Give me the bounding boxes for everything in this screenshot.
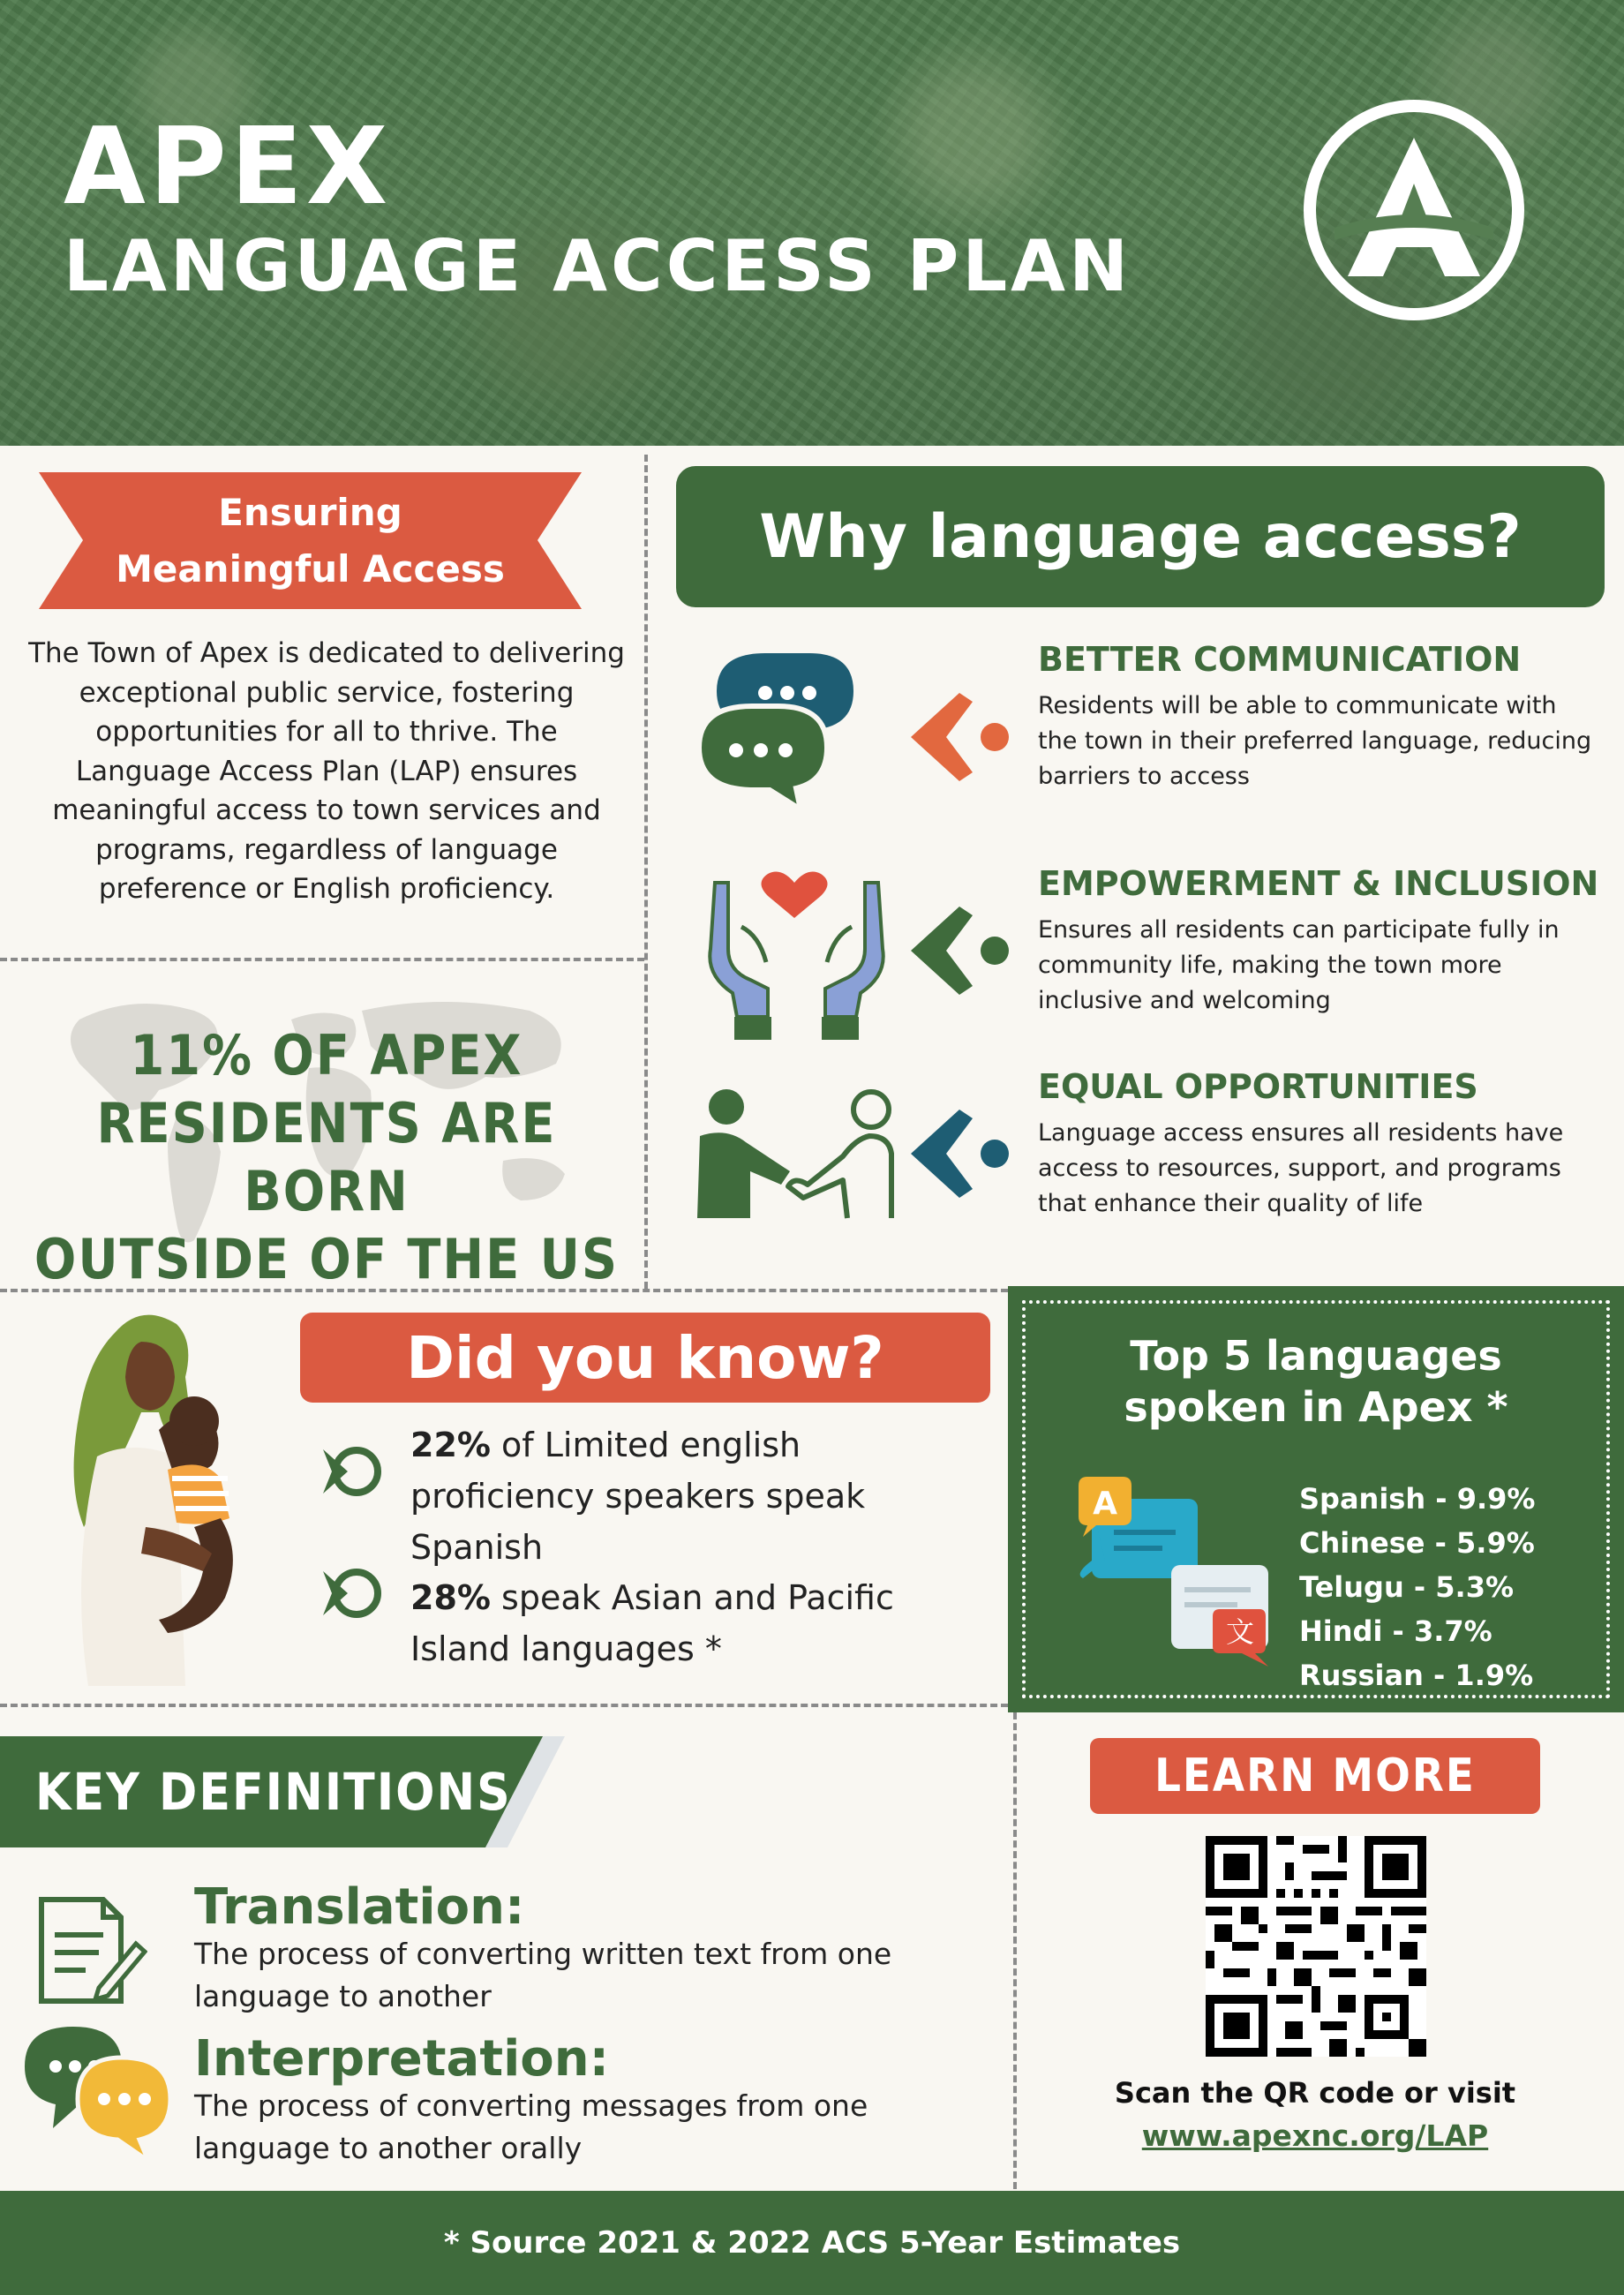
ensuring-line2: Meaningful Access bbox=[116, 546, 505, 591]
language-item: Spanish - 9.9% bbox=[1299, 1482, 1536, 1516]
why-text: Residents will be able to communicate with the town in their preferred language, reducing barriers to access bbox=[1038, 692, 1592, 790]
stat-block bbox=[26, 984, 627, 1291]
circle-arrow-icon bbox=[323, 1441, 385, 1502]
language-item: Russian - 1.9% bbox=[1299, 1659, 1534, 1692]
divider bbox=[0, 958, 644, 961]
arrow-left-icon bbox=[911, 907, 1012, 995]
intro-text: The Town of Apex is dedicated to delivering exceptional public service, fostering opportunities for all to thrive. The Language Access Plan (LAP) ensures meaningful access to town services and programs, regardless of language preference or English proficiency. bbox=[28, 637, 625, 905]
arrow-left-icon bbox=[911, 693, 1012, 781]
why-item bbox=[1038, 637, 1603, 794]
why-text: Ensures all residents can participate fully in community life, making the town more inclusive and welcoming bbox=[1038, 916, 1560, 1014]
chat-bubbles-icon bbox=[25, 2027, 175, 2163]
why-text: Language access ensures all residents have access to resources, support, and programs that enhance their quality of life bbox=[1038, 1119, 1564, 1217]
document-pen-icon bbox=[37, 1895, 147, 2005]
why-heading: EQUAL OPPORTUNITIES bbox=[1038, 1067, 1478, 1106]
stat-line2: RESIDENTS ARE BORN bbox=[96, 1091, 557, 1223]
definition-term: Translation: bbox=[194, 1878, 525, 1936]
apex-logo-icon bbox=[1299, 95, 1529, 325]
page-subtitle: LANGUAGE ACCESS PLAN bbox=[64, 225, 1132, 307]
letter-zh-glyph: 文 bbox=[1225, 1615, 1255, 1649]
why-heading: EMPOWERMENT & INCLUSION bbox=[1038, 864, 1599, 903]
why-item bbox=[1038, 862, 1603, 1019]
why-item bbox=[1038, 1065, 1603, 1222]
translate-icon bbox=[1079, 1477, 1282, 1671]
footer-source: * Source 2021 & 2022 ACS 5-Year Estimates bbox=[0, 2191, 1624, 2295]
why-banner: Why language access? bbox=[676, 466, 1605, 607]
stat-line3: OUTSIDE OF THE US bbox=[34, 1227, 620, 1291]
stat-line1: 11% OF APEX bbox=[130, 1023, 523, 1087]
did-you-know-banner: Did you know? bbox=[300, 1313, 990, 1403]
top-languages-title-line2: spoken in Apex * bbox=[1124, 1383, 1508, 1431]
did-you-know-item bbox=[410, 1419, 958, 1573]
key-definitions-banner bbox=[0, 1736, 565, 1847]
key-definitions-title: KEY DEFINITIONS bbox=[35, 1762, 512, 1822]
why-heading: BETTER COMMUNICATION bbox=[1038, 640, 1522, 679]
helping-hand-icon bbox=[693, 1087, 900, 1220]
divider bbox=[0, 1704, 1008, 1707]
top-languages-title-line1: Top 5 languages bbox=[1130, 1332, 1502, 1380]
mother-child-illustration bbox=[62, 1306, 291, 1686]
ensuring-banner bbox=[39, 472, 582, 609]
top-languages-panel bbox=[1008, 1286, 1624, 1712]
page-title: APEX bbox=[64, 106, 392, 229]
definition-term: Interpretation: bbox=[194, 2030, 610, 2088]
did-you-know-text: of Limited english proficiency speakers speak Spanish bbox=[410, 1426, 866, 1567]
learn-more-banner: LEARN MORE bbox=[1090, 1738, 1540, 1814]
letter-a-glyph: A bbox=[1093, 1486, 1117, 1522]
ensuring-line1: Ensuring bbox=[218, 490, 402, 534]
did-you-know-figure: 22% bbox=[410, 1426, 491, 1464]
language-item: Chinese - 5.9% bbox=[1299, 1526, 1535, 1560]
circle-arrow-icon bbox=[323, 1562, 385, 1624]
chat-bubbles-icon bbox=[699, 649, 898, 812]
qr-code-icon[interactable] bbox=[1206, 1836, 1426, 2057]
website-link[interactable]: www.apexnc.org/LAP bbox=[1141, 2118, 1489, 2153]
scan-instruction: Scan the QR code or visit bbox=[1114, 2076, 1516, 2110]
definition-text: The process of converting messages from one language to another orally bbox=[194, 2088, 868, 2165]
divider bbox=[1013, 1712, 1017, 2189]
divider bbox=[644, 455, 648, 1289]
definition-text: The process of converting written text from one language to another bbox=[194, 1937, 892, 2013]
language-item: Hindi - 3.7% bbox=[1299, 1614, 1492, 1648]
hands-heart-icon bbox=[706, 865, 887, 1042]
did-you-know-text: speak Asian and Pacific Island languages * bbox=[410, 1578, 894, 1668]
header-banner bbox=[0, 0, 1624, 446]
did-you-know-item bbox=[410, 1572, 958, 1674]
arrow-left-icon bbox=[911, 1110, 1012, 1198]
language-item: Telugu - 5.3% bbox=[1299, 1570, 1515, 1604]
did-you-know-figure: 28% bbox=[410, 1578, 491, 1617]
